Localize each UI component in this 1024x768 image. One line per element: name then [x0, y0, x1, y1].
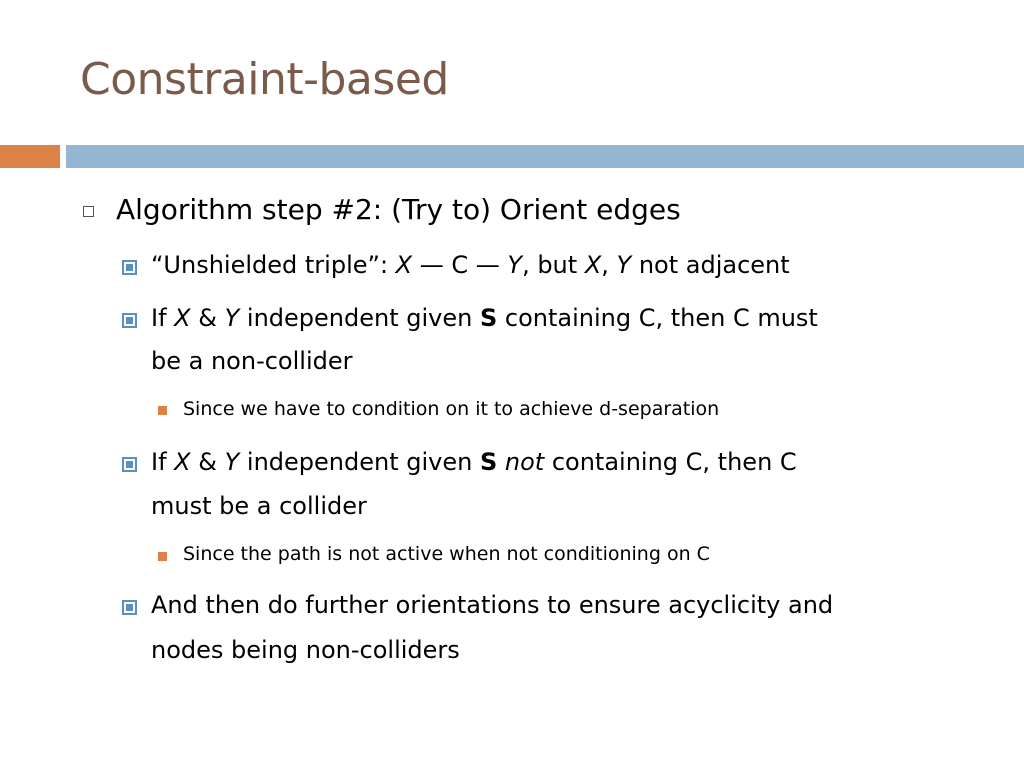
slide-title: Constraint-based	[80, 54, 449, 105]
bullet-d-separation: Since we have to condition on it to achieve d-separation	[183, 398, 720, 420]
bullet-blue-square-icon	[122, 457, 137, 472]
text-run: containing C, then C	[544, 448, 797, 476]
text-run: not adjacent	[631, 251, 790, 279]
bullet-orange-square-icon	[158, 552, 167, 561]
text-run: “Unshielded triple”:	[151, 251, 396, 279]
bullet-collider-line2: must be a collider	[151, 492, 367, 520]
bullet-further-orientations-line1: And then do further orientations to ensure acyclicity and	[151, 591, 834, 619]
text-run: &	[190, 304, 225, 332]
bullet-orange-square-icon	[158, 406, 167, 415]
bullet-non-collider-line1	[151, 304, 818, 332]
bullet-algorithm-step: Algorithm step #2: (Try to) Orient edges	[116, 193, 681, 226]
text-run: ,	[601, 251, 617, 279]
text-run: If	[151, 448, 175, 476]
var-s: S	[479, 304, 498, 332]
text-run: If	[151, 304, 175, 332]
bullet-blue-square-icon	[122, 313, 137, 328]
bullet-further-orientations-line2: nodes being non-colliders	[151, 636, 460, 664]
accent-bar-orange	[0, 145, 60, 168]
text-run: independent given	[239, 304, 480, 332]
var-x: X	[584, 251, 602, 279]
var-y: Y	[224, 304, 240, 332]
var-x: X	[174, 304, 191, 332]
var-y: Y	[224, 448, 240, 476]
bullet-collider-line1	[151, 448, 797, 476]
text-run: — C —	[412, 251, 508, 279]
var-x: X	[174, 448, 191, 476]
accent-bar-blue	[66, 145, 1024, 168]
text-run	[497, 448, 505, 476]
text-run: &	[190, 448, 225, 476]
var-s: S	[479, 448, 498, 476]
text-run: containing C, then C must	[497, 304, 818, 332]
text-run: , but	[522, 251, 585, 279]
bullet-unshielded-triple	[151, 251, 790, 279]
bullet-blue-square-icon	[122, 260, 137, 275]
var-y: Y	[507, 251, 523, 279]
var-x: X	[395, 251, 413, 279]
bullet-path-not-active: Since the path is not active when not conditioning on C	[183, 543, 710, 565]
bullet-non-collider-line2: be a non-collider	[151, 347, 353, 375]
bullet-hollow-square-icon	[83, 206, 94, 217]
var-y: Y	[616, 251, 632, 279]
bullet-blue-square-icon	[122, 600, 137, 615]
text-run: independent given	[239, 448, 480, 476]
emphasis-not: not	[504, 448, 545, 476]
